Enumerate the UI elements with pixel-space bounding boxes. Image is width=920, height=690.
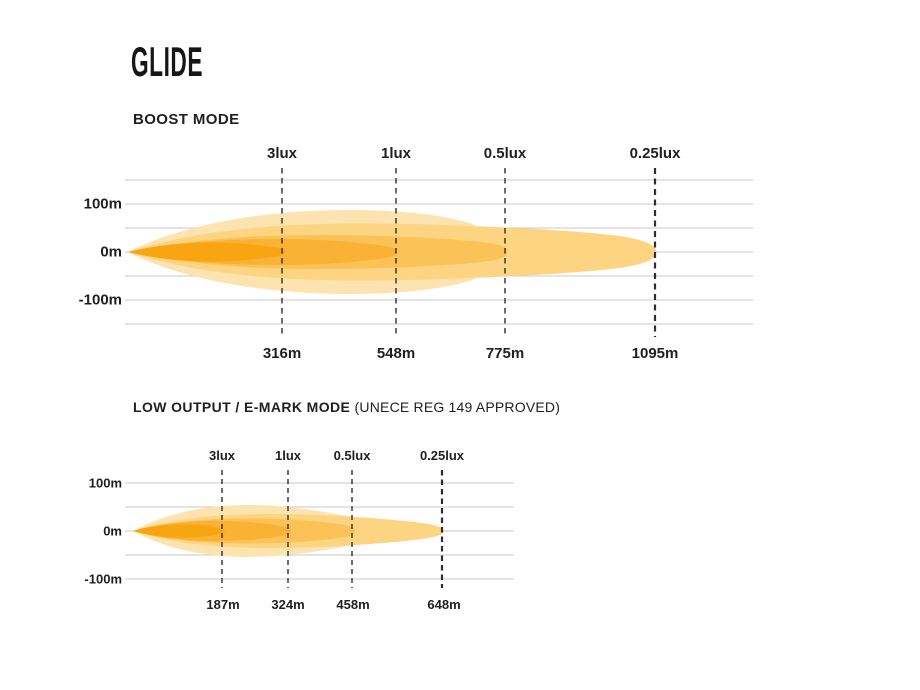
low-ylabel-neg100: -100m	[84, 571, 122, 587]
boost-distance-label-316: 316m	[262, 345, 302, 362]
low-output-heading-note: (UNECE REG 149 APPROVED)	[354, 399, 561, 415]
boost-mode-heading	[133, 111, 240, 128]
boost-mode-heading-text: BOOST MODE	[133, 111, 240, 128]
low-lux-label-1: 1lux	[274, 448, 302, 463]
low-beam	[133, 505, 444, 557]
low-distance-label-648: 648m	[427, 597, 461, 612]
boost-lux-label-3: 3lux	[266, 145, 298, 162]
low-distance-label-187: 187m	[206, 597, 240, 612]
low-lux-label-025: 0.25lux	[419, 448, 465, 463]
page-title: GLIDE	[131, 38, 204, 85]
boost-beam	[128, 210, 657, 294]
boost-ylabel-100: 100m	[83, 195, 122, 213]
boost-lux-label-1: 1lux	[380, 145, 412, 162]
low-ylabel-100: 100m	[88, 475, 122, 491]
boost-distance-label-1095: 1095m	[631, 345, 679, 362]
low-output-heading-bold: LOW OUTPUT / E-MARK MODE	[133, 399, 351, 415]
boost-lux-label-05: 0.5lux	[483, 145, 527, 162]
boost-beam-chart	[0, 130, 920, 380]
low-lux-label-05: 0.5lux	[333, 448, 371, 463]
boost-ylabel-0: 0m	[100, 243, 122, 261]
low-ylabel-0: 0m	[103, 523, 122, 539]
boost-ylabel-neg100: -100m	[78, 291, 122, 309]
low-lux-label-3: 3lux	[208, 448, 236, 463]
low-distance-label-458: 458m	[336, 597, 370, 612]
low-output-heading	[133, 399, 560, 415]
boost-distance-label-775: 775m	[485, 345, 525, 362]
boost-lux-label-025: 0.25lux	[629, 145, 681, 162]
boost-distance-label-548: 548m	[376, 345, 416, 362]
low-distance-label-324: 324m	[271, 597, 305, 612]
